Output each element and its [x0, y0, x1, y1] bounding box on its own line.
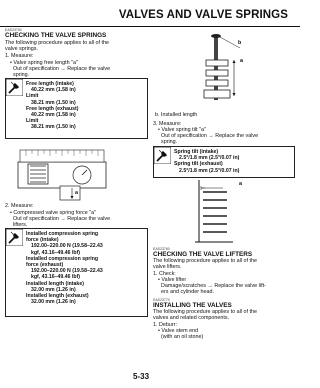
step-1-label: 1. Measure:: [5, 53, 34, 59]
check-damage-note-2: ers and cylinder head.: [161, 289, 215, 295]
section-title-valve-lifters: CHECKING THE VALVE LIFTERS: [153, 251, 253, 258]
spec-box-compression-force: [5, 228, 148, 317]
installed-length-figure: [200, 30, 260, 110]
step-1-spec-note: Out of specification → Replace the valve: [13, 66, 111, 72]
spec-line: force (exhaust): [26, 262, 64, 269]
spec-line: 192.00–220.00 N (19.58–22.43: [31, 243, 103, 250]
figure-label-b: b: [238, 40, 242, 46]
spec-line: force (intake): [26, 237, 59, 244]
spec-line: kgf, 43.16–49.46 lbf): [31, 249, 81, 256]
intro3-line-1: The following procedure applies to all of the: [153, 309, 257, 315]
step-1-bullet: • Valve spring free length "a": [10, 60, 78, 66]
step-2-spec-note-2: lifters.: [13, 222, 28, 228]
section-code: EAS23770: [153, 298, 170, 302]
spec-lines: [26, 81, 78, 131]
spec-line: Spring tilt (exhaust): [174, 161, 223, 168]
spec-line: 40.22 mm (1.58 in): [31, 112, 76, 119]
spec-line: Limit: [26, 93, 39, 100]
section-code: EAS23750: [5, 28, 22, 32]
wrench-icon: [6, 229, 23, 246]
step-3-bullet: • Valve spring tilt "a": [158, 127, 206, 133]
step-3-spec-note-2: spring.: [161, 139, 178, 145]
spec-line: Installed length (exhaust): [26, 293, 89, 300]
deburr-bullet: • Valve stem end: [158, 328, 199, 334]
step-2-spec-note: Out of specification → Replace the valve: [13, 216, 111, 222]
check-step-label: 1. Check:: [153, 271, 176, 277]
intro2-line-2: valve lifters.: [153, 264, 182, 270]
spec-line: Free length (intake): [26, 81, 74, 87]
header-rule: [0, 26, 300, 27]
intro2-line-1: The following procedure applies to all of the: [153, 258, 257, 264]
step-1-spec-note-2: spring.: [13, 72, 30, 78]
spec-box-free-length: [5, 78, 148, 139]
spring-force-gauge-figure: [16, 142, 108, 202]
spec-line: 38.21 mm (1.50 in): [31, 124, 76, 131]
spec-box-spring-tilt: [153, 146, 295, 178]
spec-lines: [174, 149, 239, 174]
spec-line: Limit: [26, 118, 39, 125]
check-bullet: • Valve lifter: [158, 277, 187, 283]
spec-line: 38.21 mm (1.50 in): [31, 99, 76, 106]
spec-line: Installed length (intake): [26, 280, 84, 287]
intro3-line-2: valves and related components.: [153, 315, 230, 321]
step-3-label: 3. Measure:: [153, 121, 182, 127]
intro-line-1: The following procedure applies to all of the: [5, 40, 109, 46]
spec-line: 32.00 mm (1.26 in): [31, 286, 76, 293]
wrench-icon: [6, 79, 23, 96]
spec-line: Installed compression spring: [26, 255, 99, 262]
section-title-installing-valves: INSTALLING THE VALVES: [153, 302, 232, 309]
section-title-valve-springs: CHECKING THE VALVE SPRINGS: [5, 32, 107, 39]
spec-line: 2.5°/1.8 mm (2.5°/0.07 in): [179, 155, 240, 162]
figure-caption: b. Installed length: [155, 112, 198, 118]
spec-line: Installed compression spring: [26, 231, 99, 237]
page-number: 5-33: [133, 372, 150, 381]
figure-label-a: a: [240, 58, 243, 64]
deburr-note: (with an oil stone): [161, 334, 204, 340]
step-2-bullet: • Compressed valve spring force "a": [10, 210, 97, 216]
intro-line-2: valve springs.: [5, 46, 38, 52]
spec-line: Free length (exhaust): [26, 105, 79, 112]
check-damage-note: Damage/scratches → Replace the valve lift-: [161, 283, 266, 289]
spec-lines: [26, 231, 103, 305]
spec-line: 192.00–220.00 N (19.58–22.43: [31, 268, 103, 275]
step-2-label: 2. Measure:: [5, 203, 34, 209]
spec-line: 2.5°/1.8 mm (2.5°/0.07 in): [179, 167, 240, 174]
wrench-icon: [154, 147, 171, 164]
spec-line: kgf, 43.16–49.46 lbf): [31, 274, 81, 281]
section-code: EAS23760: [153, 247, 170, 251]
page-header-title: VALVES AND VALVE SPRINGS: [118, 9, 288, 21]
figure-label-a: a: [75, 190, 78, 196]
spec-line: 40.22 mm (1.58 in): [31, 87, 76, 94]
figure-label-a-2: a: [239, 181, 242, 187]
spring-tilt-figure: [193, 178, 253, 244]
deburr-step-label: 1. Deburr:: [153, 322, 177, 328]
spec-line: 32.00 mm (1.26 in): [31, 299, 76, 306]
spec-line: Spring tilt (intake): [174, 149, 219, 155]
step-3-spec-note: Out of specification → Replace the valve: [161, 133, 259, 139]
